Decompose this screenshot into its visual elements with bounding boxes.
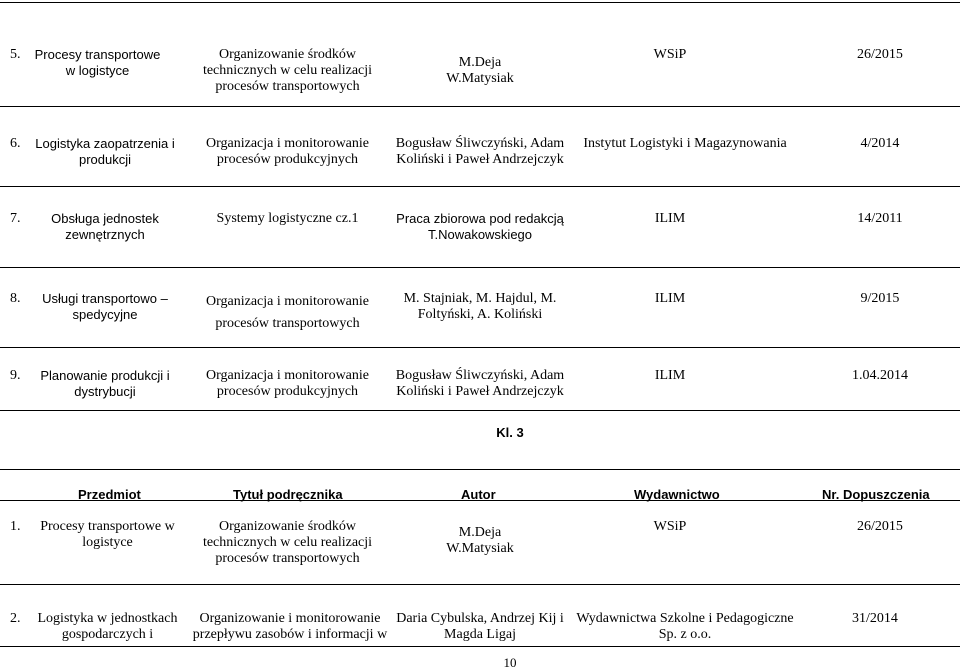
title-cell: Organizacja i monitorowanie procesów produkcyjnych — [205, 136, 370, 167]
row-number: 7. — [10, 211, 21, 226]
approval-cell: 26/2015 — [857, 47, 903, 62]
table-rule — [0, 347, 960, 348]
row-number: 1. — [10, 519, 21, 534]
publisher-cell: Wydawnictwa Szkolne i Pedagogiczne Sp. z o.o. — [576, 611, 794, 642]
publisher-cell: WSiP — [653, 47, 687, 62]
author-cell: Daria Cybulska, Andrzej Kij i Magda Ligaj — [396, 611, 564, 642]
approval-cell: 1.04.2014 — [852, 368, 908, 383]
subject-cell: Procesy transportowe w logistyce — [40, 519, 175, 550]
table-rule — [0, 584, 960, 585]
author-cell: M.Deja W.Matysiak — [446, 525, 514, 556]
approval-cell: 4/2014 — [860, 136, 900, 151]
header-approval: Nr. Dopuszczenia — [822, 487, 930, 502]
subject-cell: Obsługa jednostek zewnętrznych — [51, 211, 159, 242]
approval-cell: 31/2014 — [852, 611, 898, 626]
table-rule — [0, 469, 960, 470]
row-number: 2. — [10, 611, 21, 626]
table-rule — [0, 106, 960, 107]
subject-cell: Logistyka zaopatrzenia i produkcji — [35, 136, 175, 167]
publisher-cell: Instytut Logistyki i Magazynowania — [583, 136, 787, 151]
title-cell: Organizacja i monitorowanie procesów transportowych — [205, 294, 370, 331]
row-number: 5. — [10, 47, 21, 62]
title-cell: Organizowanie środków technicznych w celu realizacji procesów transportowych — [202, 519, 373, 566]
header-subject: Przedmiot — [78, 487, 141, 502]
approval-cell: 9/2015 — [860, 291, 900, 306]
title-cell: Organizowanie i monitorowanie przepływu zasobów i informacji w — [192, 611, 388, 642]
author-cell: Bogusław Śliwczyński, Adam Koliński i Paweł Andrzejczyk — [395, 136, 565, 167]
page-number: 10 — [503, 655, 517, 670]
publisher-cell: WSiP — [653, 519, 687, 534]
approval-cell: 14/2011 — [857, 211, 903, 226]
author-cell: M. Stajniak, M. Hajdul, M. Foltyński, A. Koliński — [403, 291, 557, 322]
class-heading: Kl. 3 — [496, 425, 524, 440]
publisher-cell: ILIM — [654, 291, 686, 306]
row-number: 9. — [10, 368, 21, 383]
row-number: 8. — [10, 291, 21, 306]
title-cell: Systemy logistyczne cz.1 — [216, 211, 359, 226]
table-rule — [0, 646, 960, 647]
subject-cell: Usługi transportowo – spedycyjne — [42, 291, 168, 322]
author-cell: Praca zbiorowa pod redakcją T.Nowakowskiego — [396, 211, 564, 242]
approval-cell: 26/2015 — [857, 519, 903, 534]
header-author: Autor — [461, 487, 496, 502]
publisher-cell: ILIM — [654, 368, 686, 383]
row-number: 6. — [10, 136, 21, 151]
author-cell: Bogusław Śliwczyński, Adam Koliński i Paweł Andrzejczyk — [395, 368, 565, 399]
table-rule — [0, 410, 960, 411]
title-cell: Organizacja i monitorowanie procesów produkcyjnych — [205, 368, 370, 399]
header-title: Tytuł podręcznika — [233, 487, 343, 502]
publisher-cell: ILIM — [654, 211, 686, 226]
table-rule — [0, 2, 960, 3]
subject-cell: Procesy transportowe w logistyce — [34, 47, 161, 78]
subject-cell: Logistyka w jednostkach gospodarczych i — [37, 611, 178, 642]
header-publisher: Wydawnictwo — [634, 487, 720, 502]
author-cell: M.Deja W.Matysiak — [446, 55, 514, 86]
title-cell: Organizowanie środków technicznych w celu realizacji procesów transportowych — [202, 47, 373, 94]
table-rule — [0, 267, 960, 268]
subject-cell: Planowanie produkcji i dystrybucji — [40, 368, 170, 399]
table-rule — [0, 186, 960, 187]
